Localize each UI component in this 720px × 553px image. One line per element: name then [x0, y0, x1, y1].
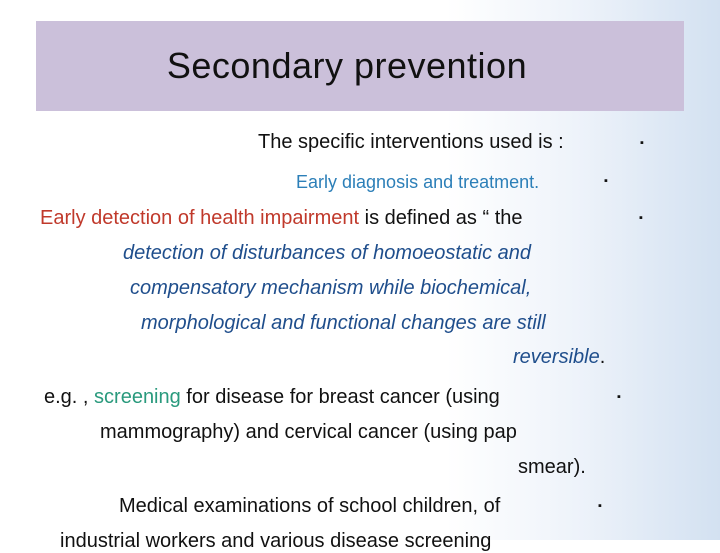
bullet-marker-icon: ▪ — [639, 212, 643, 224]
bullet-4-line-3: smear). — [518, 456, 586, 478]
slide-title: Secondary prevention — [166, 45, 528, 86]
bullet-3-line-3: compensatory mechanism while biochemical, — [130, 277, 532, 299]
bullet-marker-icon: ▪ — [640, 137, 644, 149]
bullet-3-line-4: morphological and functional changes are still — [141, 312, 546, 334]
bullet-5-line-1: Medical examinations of school children, of — [119, 495, 501, 517]
bullet-4-line-2: mammography) and cervical cancer (using pap — [100, 421, 517, 443]
early-detection-term: Early detection of health impairment — [40, 207, 360, 229]
bullet-marker-icon: ▪ — [598, 500, 602, 512]
bullet-marker-icon: ▪ — [604, 175, 608, 187]
bullet-3-line-2: detection of disturbances of homoeostatic and — [123, 242, 532, 264]
title-bar — [36, 21, 684, 111]
bullet-marker-icon: ▪ — [617, 391, 621, 403]
bullet-3-line-5: reversible. — [513, 346, 606, 368]
bullet-3-line-1: Early detection of health impairment is defined as “ the — [40, 207, 523, 229]
bullet-4-line-1: e.g. , screening for disease for breast cancer (using — [44, 386, 500, 408]
bullet-1-text: The specific interventions used is : — [258, 131, 564, 153]
bullet-5-line-2: industrial workers and various disease screening — [60, 530, 492, 552]
screening-term: screening — [94, 386, 181, 408]
bullet-2-text: Early diagnosis and treatment. — [296, 172, 540, 192]
